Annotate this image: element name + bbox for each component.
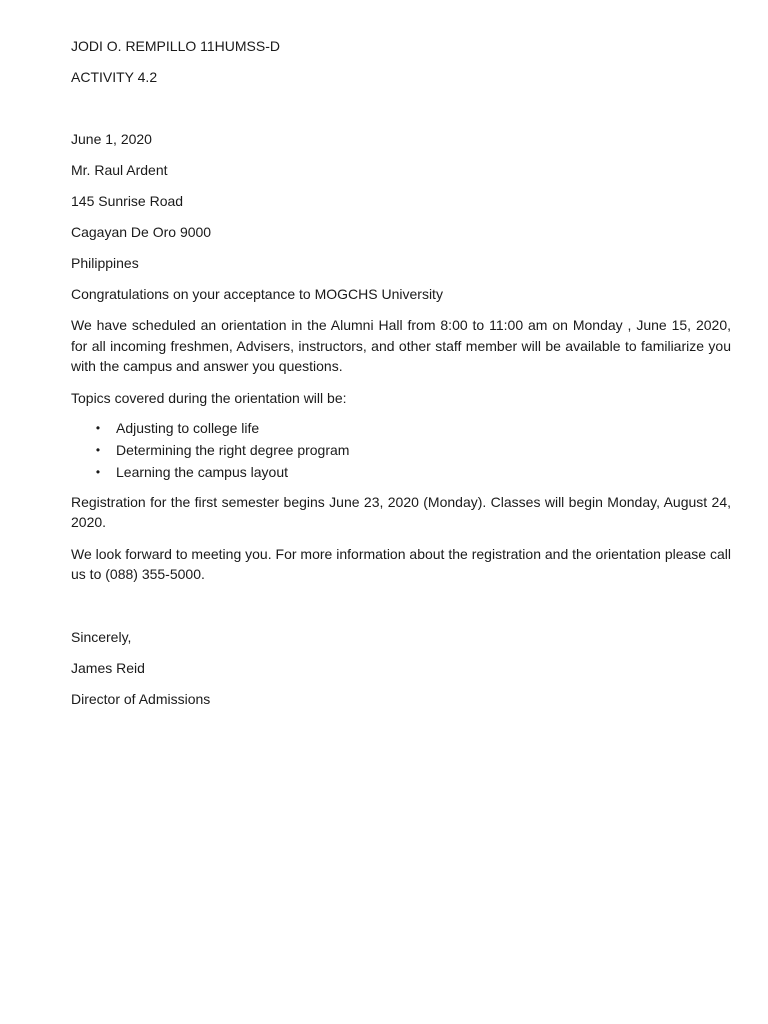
spacer: [71, 87, 731, 129]
spacer: [71, 273, 731, 284]
spacer: [71, 647, 731, 658]
signer-name: James Reid: [71, 659, 145, 676]
recipient-city: Cagayan De Oro 9000: [71, 224, 212, 240]
list-item: [71, 417, 731, 439]
topics-intro: Topics covered during the orientation will be:: [71, 389, 347, 406]
spacer: [71, 304, 731, 315]
spacer: [71, 56, 731, 67]
list-item: [71, 439, 731, 461]
recipient-name: Mr. Raul Ardent: [71, 162, 168, 178]
registration-paragraph: Registration for the first semester begins June 23, 2020 (Monday). Classes will begin Monday, August 24, 2020.: [71, 493, 731, 530]
closing: Sincerely,: [71, 628, 132, 645]
letter-date: June 1, 2020: [71, 131, 152, 147]
congratulations-line: Congratulations on your acceptance to MOGCHS University: [71, 286, 443, 302]
bullet-icon: •: [95, 464, 101, 479]
spacer: [71, 149, 731, 160]
spacer: [71, 483, 731, 492]
topic-text: Learning the campus layout: [116, 463, 288, 480]
letter-body: [71, 36, 731, 709]
topic-text: Determining the right degree program: [116, 441, 350, 458]
orientation-paragraph: We have scheduled an orientation in the Alumni Hall from 8:00 to 11:00 am on Monday , June 15, 2020, for all incoming freshmen, Advisers, instructors, and other staff member will be available to familiarize you with the campus and answer you questions.: [71, 317, 731, 374]
spacer: [71, 585, 731, 627]
spacer: [71, 242, 731, 253]
contact-paragraph: We look forward to meeting you. For more information about the registration and the orientation please call us to (088) 355-5000.: [71, 545, 731, 582]
spacer: [71, 377, 731, 388]
author-line: JODI O. REMPILLO 11HUMSS-D: [71, 38, 281, 54]
spacer: [71, 180, 731, 191]
spacer: [71, 408, 731, 417]
bullet-icon: •: [95, 442, 101, 457]
spacer: [71, 211, 731, 222]
recipient-country: Philippines: [71, 255, 139, 271]
topics-list: [71, 417, 731, 483]
topic-text: Adjusting to college life: [116, 419, 260, 436]
signer-title: Director of Admissions: [71, 690, 211, 707]
recipient-street: 145 Sunrise Road: [71, 193, 184, 209]
list-item: [71, 461, 731, 483]
bullet-icon: •: [95, 420, 101, 435]
activity-label: ACTIVITY 4.2: [71, 69, 158, 85]
spacer: [71, 533, 731, 544]
spacer: [71, 678, 731, 689]
